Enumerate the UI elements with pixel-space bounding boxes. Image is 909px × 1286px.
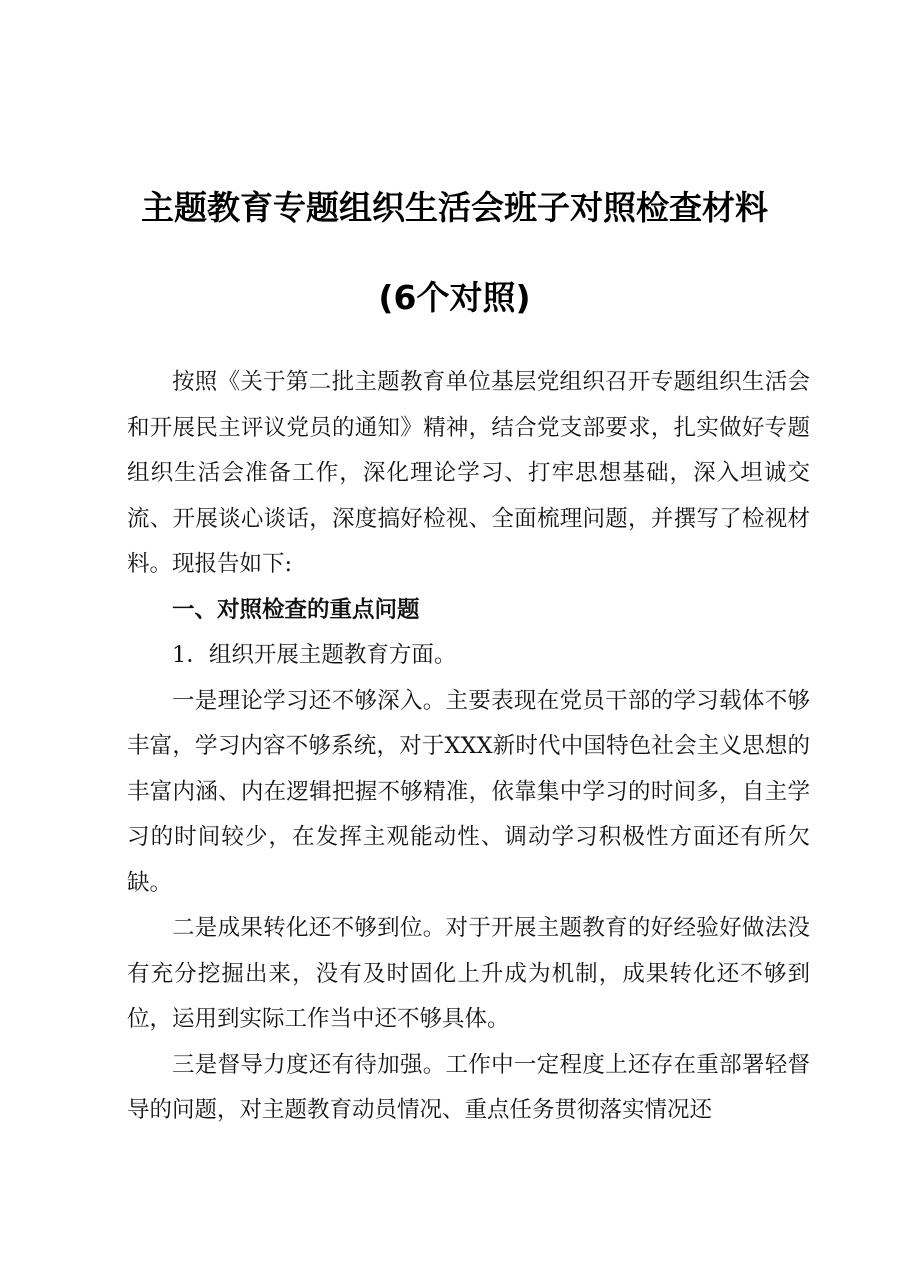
section-heading: 一、对照检查的重点问题 — [172, 596, 420, 623]
body-paragraph: 三是督导力度还有待加强。工作中一定程度上还存在重部署轻督导的问题，对主题教育动员情况、重点任务贯彻落实情况还 — [127, 1051, 810, 1123]
document-body — [127, 360, 810, 1134]
document-subtitle: (6个对照) — [378, 278, 531, 317]
document-title: 主题教育专题组织生活会班子对照检查材料 — [141, 188, 768, 227]
body-paragraph: 二是成果转化还不够到位。对于开展主题教育的好经验好做法没有充分挖掘出来，没有及时固化上升成为机制，成果转化还不够到位，运用到实际工作当中还不够具体。 — [127, 915, 810, 1032]
body-paragraph: 一是理论学习还不够深入。主要表现在党员干部的学习载体不够丰富，学习内容不够系统，对于XXX新时代中国特色社会主义思想的丰富内涵、内在逻辑把握不够精准，依靠集中学习的时间多，自主学习的时间较少，在发挥主观能动性、调动学习积极性方面还有所欠缺。 — [127, 687, 810, 896]
subsection-heading: 1．组织开展主题教育方面。 — [172, 642, 457, 668]
intro-paragraph: 按照《关于第二批主题教育单位基层党组织召开专题组织生活会和开展民主评议党员的通知》精神，结合党支部要求，扎实做好专题组织生活会准备工作，深化理论学习、打牢思想基础，深入坦诚交流、开展谈心谈话，深度搞好检视、全面梳理问题，并撰写了检视材料。现报告如下: — [127, 369, 810, 577]
